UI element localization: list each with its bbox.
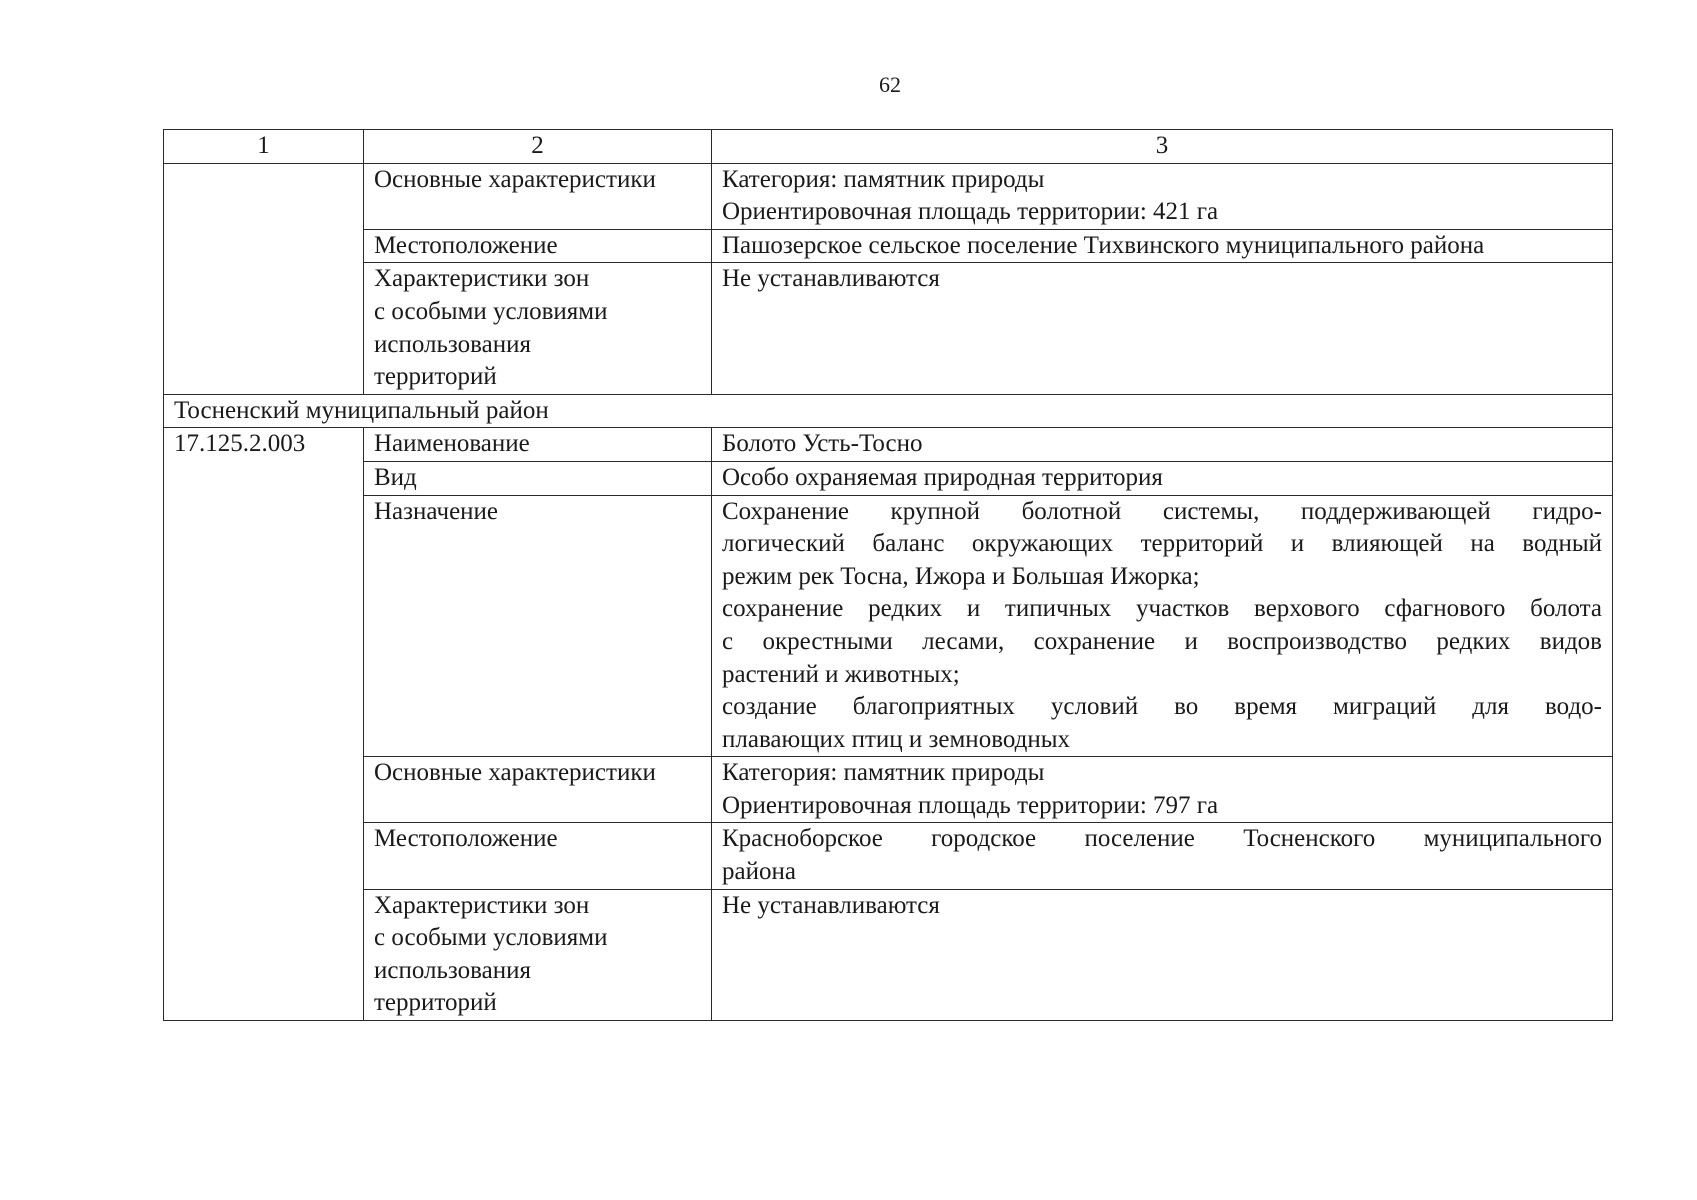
record-code: 17.125.2.003 bbox=[164, 428, 364, 1021]
row-value bbox=[712, 495, 1613, 757]
label-line: использования bbox=[374, 956, 531, 984]
value-line: Сохранение крупной болотной системы, поддерживающей гидро- bbox=[722, 497, 1602, 525]
value-line: с окрестными лесами, сохранение и воспроизводство редких видов bbox=[722, 627, 1602, 655]
label-line: территорий bbox=[374, 989, 497, 1017]
value-line: Красноборское городское поселение Тосненского муниципального bbox=[722, 825, 1602, 853]
label-line: Характеристики зон bbox=[374, 891, 590, 919]
value-line: Особо охраняемая природная территория bbox=[722, 463, 1163, 491]
value-line: Категория: памятник природы bbox=[722, 759, 1045, 787]
row-label: Местоположение bbox=[364, 229, 712, 263]
zones-table bbox=[163, 129, 1613, 1021]
label-line: с особыми условиями bbox=[374, 924, 608, 952]
header-col-2: 2 bbox=[364, 130, 712, 164]
table-row bbox=[164, 757, 1613, 823]
table-row bbox=[164, 889, 1613, 1020]
value-line: плавающих птиц и земноводных bbox=[722, 725, 1070, 753]
table-row bbox=[164, 263, 1613, 394]
table-header-row bbox=[164, 130, 1613, 164]
row-value bbox=[712, 461, 1613, 495]
value-line: логический баланс окружающих территорий и влияющей на водный bbox=[722, 530, 1602, 558]
value-line: сохранение редких и типичных участков верхового сфагнового болота bbox=[722, 595, 1602, 623]
row-label: Вид bbox=[364, 461, 712, 495]
table-row bbox=[164, 428, 1613, 462]
row-label bbox=[364, 889, 712, 1020]
row-label: Назначение bbox=[364, 495, 712, 757]
label-line: использования bbox=[374, 330, 531, 358]
value-line: создание благоприятных условий во время миграций для водо- bbox=[722, 693, 1602, 721]
row-label: Основные характеристики bbox=[364, 163, 712, 229]
header-col-3: 3 bbox=[712, 130, 1613, 164]
value-line: режим рек Тосна, Ижора и Большая Ижорка; bbox=[722, 562, 1200, 590]
row-label: Наименование bbox=[364, 428, 712, 462]
row-value bbox=[712, 428, 1613, 462]
value-line: Ориентировочная площадь территории: 421 га bbox=[722, 198, 1219, 226]
table-row bbox=[164, 163, 1613, 229]
row-value bbox=[712, 889, 1613, 1020]
table-row bbox=[164, 229, 1613, 263]
table-row bbox=[164, 823, 1613, 889]
row-label: Местоположение bbox=[364, 823, 712, 889]
row-value bbox=[712, 229, 1613, 263]
empty-code-cell bbox=[164, 163, 364, 394]
row-value bbox=[712, 823, 1613, 889]
value-line: Не устанавливаются bbox=[722, 891, 940, 919]
section-row bbox=[164, 394, 1613, 428]
header-col-1: 1 bbox=[164, 130, 364, 164]
value-line: Категория: памятник природы bbox=[722, 165, 1045, 193]
table-row bbox=[164, 461, 1613, 495]
table-row bbox=[164, 495, 1613, 757]
page-number: 62 bbox=[879, 72, 901, 97]
value-line: растений и животных; bbox=[722, 660, 960, 688]
label-line: с особыми условиями bbox=[374, 297, 608, 325]
row-label bbox=[364, 263, 712, 394]
value-line: Пашозерское сельское поселение Тихвинского муниципального района bbox=[722, 231, 1485, 259]
row-label: Основные характеристики bbox=[364, 757, 712, 823]
value-line: района bbox=[722, 858, 796, 886]
value-line: Болото Усть-Тосно bbox=[722, 430, 923, 458]
value-line: Не устанавливаются bbox=[722, 265, 940, 293]
label-line: территорий bbox=[374, 363, 497, 391]
row-value bbox=[712, 163, 1613, 229]
row-value bbox=[712, 757, 1613, 823]
section-title: Тосненский муниципальный район bbox=[164, 394, 1613, 428]
value-line: Ориентировочная площадь территории: 797 га bbox=[722, 791, 1219, 819]
row-value bbox=[712, 263, 1613, 394]
label-line: Характеристики зон bbox=[374, 265, 590, 293]
